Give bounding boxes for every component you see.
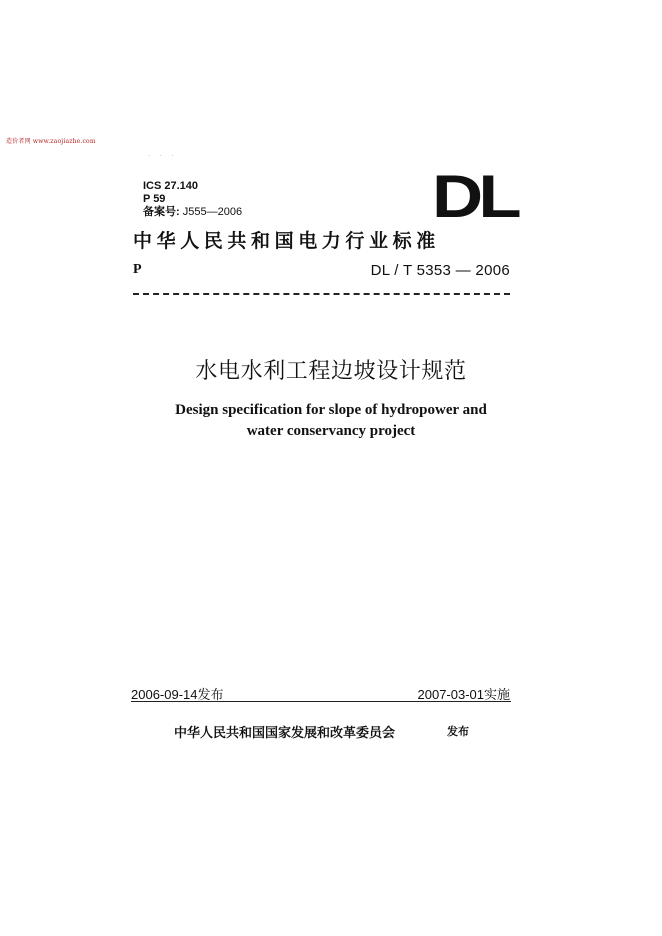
standard-name: 中华人民共和国电力行业标准 bbox=[133, 230, 440, 252]
publisher-name: 中华人民共和国国家发展和改革委员会 bbox=[174, 726, 396, 741]
issue-date: 2006-09-14发布 bbox=[131, 687, 224, 702]
footer-divider bbox=[131, 701, 511, 702]
filing-number bbox=[143, 206, 242, 219]
english-title-line-1: Design specification for slope of hydropower and bbox=[175, 402, 487, 418]
filing-number-value: J555—2006 bbox=[182, 206, 243, 218]
publish-label: 发布 bbox=[447, 725, 469, 738]
filing-number-label: 备案号: bbox=[143, 206, 180, 218]
page-title: 水电水利工程边坡设计规范 bbox=[195, 359, 467, 384]
dl-logo: DL bbox=[432, 163, 517, 230]
category-code: P bbox=[133, 262, 142, 277]
english-title bbox=[0, 400, 662, 442]
header-divider bbox=[133, 293, 510, 295]
scan-specks: · · · bbox=[148, 153, 178, 160]
ics-code: ICS 27.140 bbox=[143, 180, 199, 192]
standard-number: DL / T 5353 — 2006 bbox=[370, 262, 510, 279]
english-title-line-2: water conservancy project bbox=[246, 423, 416, 439]
watermark-text: 造价者网 www.zaojiazhe.com bbox=[6, 138, 96, 145]
p-classification: P 59 bbox=[143, 193, 166, 205]
implementation-date: 2007-03-01实施 bbox=[417, 687, 510, 702]
